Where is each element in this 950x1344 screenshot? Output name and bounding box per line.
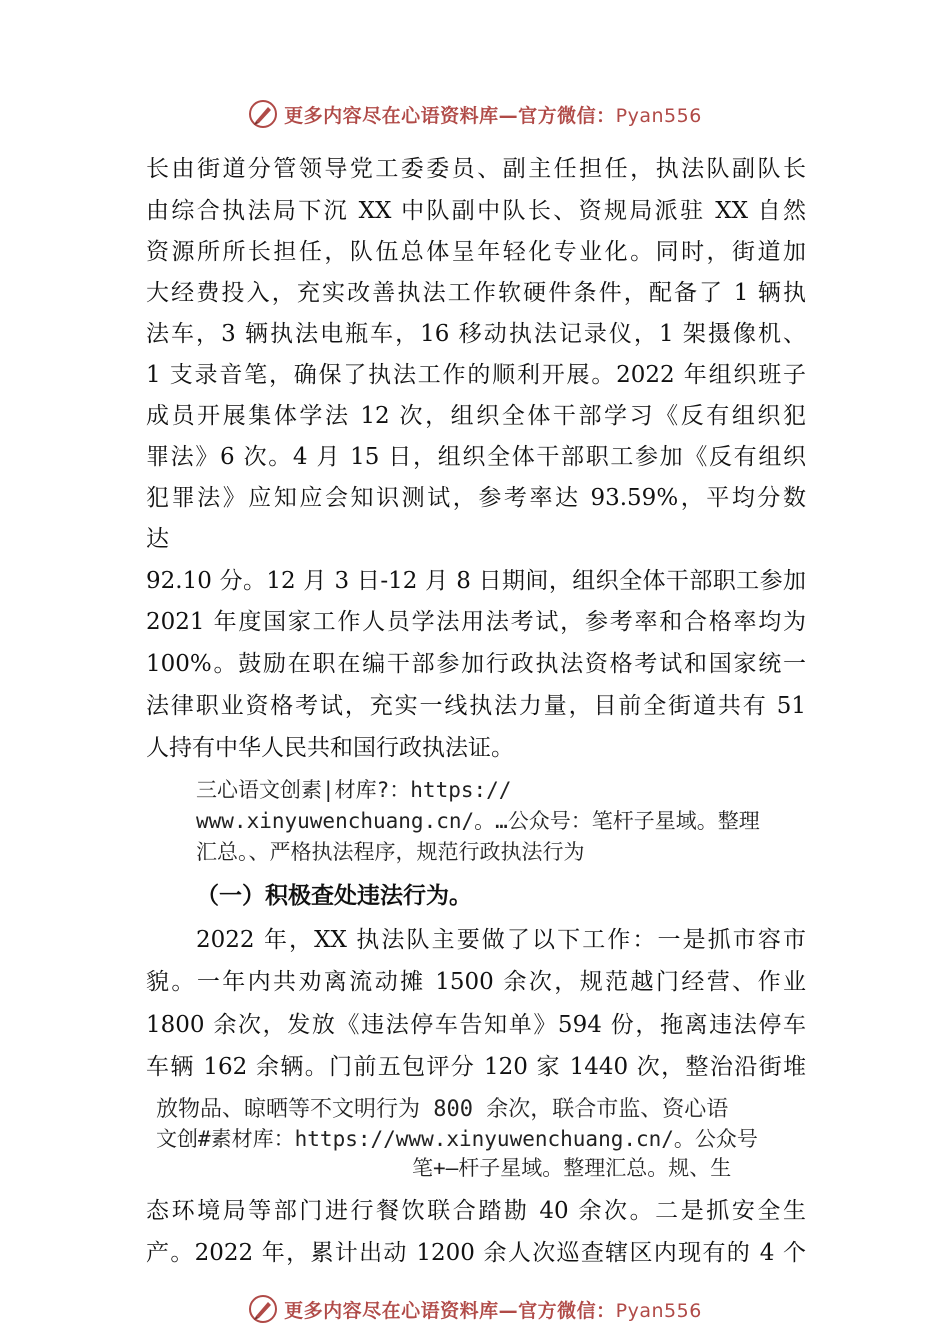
section-heading: （一）积极查处违法行为。 [196, 882, 472, 909]
header-banner-wechat-id: Pyan556 [615, 104, 702, 127]
body-line: 成员开展集体学法 12 次，组织全体干部学习《反有组织犯 [146, 403, 806, 429]
header-banner-cn: 更多内容尽在心语资料库—官方微信： [284, 104, 616, 127]
body-line: 法车，3 辆执法电瓶车，16 移动执法记录仪，1 架摄像机、 [146, 321, 806, 347]
watermark-line: 放物品、晾晒等不文明行为 800 余次，联合市监、资心语 [156, 1097, 729, 1122]
pen-logo-icon [248, 99, 278, 129]
body-line: 态环境局等部门进行餐饮联合踏勘 40 余次。二是抓安全生 [146, 1198, 806, 1224]
body-line: 车辆 162 余辆。门前五包评分 120 家 1440 次，整治沿街堆 [146, 1054, 806, 1080]
body-line: 人持有中华人民共和国行政执法证。 [146, 735, 514, 761]
footer-banner-text [284, 1296, 702, 1323]
watermark-line: 笔+—杆子星域。整理汇总。规、生 [412, 1156, 732, 1180]
body-line: 产。2022 年，累计出动 1200 余人次巡查辖区内现有的 4 个 [146, 1240, 806, 1266]
footer-banner-cn: 更多内容尽在心语资料库—官方微信： [284, 1299, 616, 1322]
body-line: 2021 年度国家工作人员学法用法考试，参考率和合格率均为 [146, 609, 806, 635]
body-line: 大经费投入，充实改善执法工作软硬件条件，配备了 1 辆执 [146, 280, 806, 306]
body-line: 罪法》6 次。4 月 15 日，组织全体干部职工参加《反有组织 [146, 444, 806, 470]
watermark-line: 汇总。、严格执法程序，规范行政执法行为 [196, 840, 585, 864]
body-line: 法律职业资格考试，充实一线执法力量，目前全街道共有 51 [146, 693, 806, 719]
body-line: 长由街道分管领导党工委委员、副主任担任，执法队副队长 [146, 156, 806, 182]
header-banner-text [284, 101, 702, 128]
body-line: 资源所所长担任，队伍总体呈年轻化专业化。同时，街道加 [146, 239, 806, 265]
footer-banner-wechat-id: Pyan556 [615, 1299, 702, 1322]
watermark-line: 文创#素材库：https://www.xinyuwenchuang.cn/。公众号 [156, 1127, 758, 1151]
pen-logo-icon [248, 1294, 278, 1324]
body-line: 1800 余次，发放《违法停车告知单》594 份，拖离违法停车 [146, 1012, 806, 1038]
body-line: 1 支录音笔，确保了执法工作的顺利开展。2022 年组织班子 [146, 362, 806, 388]
watermark-line: 三心语文创素|材库?：https:// [196, 778, 512, 802]
body-line: 达 [146, 526, 169, 552]
body-line: 92.10 分。12 月 3 日-12 月 8 日期间，组织全体干部职工参加 [146, 568, 806, 594]
body-line: 2022 年，XX 执法队主要做了以下工作：一是抓市容市 [196, 927, 806, 953]
body-line: 由综合执法局下沉 XX 中队副中队长、资规局派驻 XX 自然 [146, 198, 806, 224]
watermark-line: www.xinyuwenchuang.cn/。…公众号：笔杆子星域。整理 [196, 809, 760, 833]
body-line: 犯罪法》应知应会知识测试，参考率达 93.59%，平均分数 [146, 485, 806, 511]
footer-banner [0, 1289, 950, 1329]
body-line: 100%。鼓励在职在编干部参加行政执法资格考试和国家统一 [146, 651, 806, 677]
body-line: 貌。一年内共劝离流动摊 1500 余次，规范越门经营、作业 [146, 969, 806, 995]
header-banner [0, 94, 950, 134]
